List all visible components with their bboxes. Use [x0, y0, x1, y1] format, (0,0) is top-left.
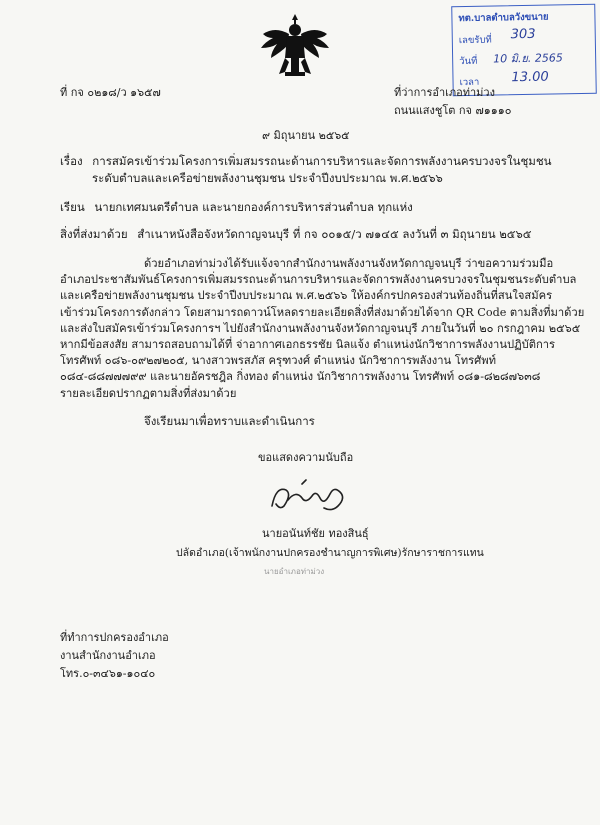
- stamp-date-label: วันที่: [459, 55, 478, 68]
- subject-text-1: การสมัครเข้าร่วมโครงการเพิ่มสมรรถนะด้านการบริหารและจัดการพลังงานครบวงจรในชุมชน: [92, 154, 552, 168]
- body-line: ๐๘๔-๘๘๗๗๗๙๙ และนายอัครชฎิล กิ่งทอง ตำแหน่ง นักวิชาการพลังงาน โทรศัพท์ ๐๘๑-๘๒๘๗๖๓๘: [60, 370, 541, 384]
- footer-phone: โทร.๐-๓๔๖๑-๑๐๔๐: [60, 667, 156, 680]
- addressee-label: เรียน: [60, 200, 85, 214]
- body-paragraph: [60, 256, 585, 402]
- body-line: ด้วยอำเภอท่าม่วงได้รับแจ้งจากสำนักงานพลังงานจังหวัดกาญจนบุรี ว่าขอความร่วมมือ: [144, 257, 554, 270]
- addressee-value: นายกเทศมนตรีตำบล และนายกองค์การบริหารส่วนตำบล ทุกแห่ง: [94, 200, 413, 214]
- body-line: และเครือข่ายพลังงานชุมชน ประจำปีงบประมาณ พ.ศ.๒๕๖๖ ให้องค์กรปกครองส่วนท้องถิ่นที่สนใจสมัคร: [60, 289, 553, 303]
- office-address-line2: ถนนแสงชูโต กจ ๗๑๑๑๐: [394, 104, 512, 117]
- body-line: เข้าร่วมโครงการดังกล่าว โดยสามารถดาวน์โหลดรายละเอียดสิ่งที่ส่งมาด้วยได้จาก QR Code ตามสิ่งที่มาด้วย: [60, 305, 585, 319]
- body-line: อำเภอประชาสัมพันธ์โครงการเพิ่มสมรรถนะด้านการบริหารและจัดการพลังงานครบวงจรในชุมชนระดับตำบล: [60, 273, 577, 287]
- subject-text-2: ระดับตำบลและเครือข่ายพลังงานชุมชน ประจำปีงบประมาณ พ.ศ.๒๕๖๖: [92, 171, 443, 185]
- signatory-position: ปลัดอำเภอ(เจ้าพนักงานปกครองชำนาญการพิเศษ)รักษาราชการแทน: [176, 547, 484, 559]
- signature-icon: [262, 476, 358, 518]
- stamp-receipt-value: 303: [510, 26, 536, 43]
- body-line: และส่งใบสมัครเข้าร่วมโครงการฯ ไปยังสำนักงานพลังงานจังหวัดกาญจนบุรี ภายในวันที่ ๒๐ กรกฎาคม ๒๕๖๕: [60, 321, 581, 335]
- stamp-org: ทต.บาลตำบลวังขนาย: [458, 11, 549, 25]
- enclosure-value: สำเนาหนังสือจังหวัดกาญจนบุรี ที่ กจ ๐๐๑๕/ว ๗๑๔๕ ลงวันที่ ๓ มิถุนายน ๒๕๖๕: [137, 227, 532, 241]
- stamp-date-value: 10 มิ.ย. 2565: [493, 51, 563, 66]
- enclosure-line: [60, 227, 532, 241]
- stamp-time-value: 13.00: [511, 69, 549, 86]
- garuda-emblem-icon: [255, 8, 335, 84]
- closing-request: จึงเรียนมาเพื่อทราบและดำเนินการ: [144, 414, 315, 428]
- subject-line1: [60, 154, 552, 168]
- respect-closing: ขอแสดงความนับถือ: [258, 451, 354, 464]
- document-date: ๙ มิถุนายน ๒๕๖๕: [262, 129, 350, 142]
- enclosure-label: สิ่งที่ส่งมาด้วย: [60, 227, 128, 241]
- signatory-position-2: นายอำเภอท่าม่วง: [264, 567, 325, 576]
- body-line: โทรศัพท์ ๐๘๖-๐๙๒๗๒๐๕, นางสาวพรสภัส ครุฑวงศ์ ตำแหน่ง นักวิชาการพลังงาน โทรศัพท์: [60, 354, 496, 368]
- body-line: หากมีข้อสงสัย สามารถสอบถามได้ที่ จ่าอากาศเอกธรรชัย นิลแจ้ง ตำแหน่งนักวิชาการพลังงานปฏิบัติการ: [60, 338, 556, 352]
- subject-label: เรื่อง: [60, 154, 83, 168]
- stamp-receipt-label: เลขรับที่: [458, 34, 492, 47]
- footer-section: งานสำนักงานอำเภอ: [60, 649, 156, 662]
- document-number: ที่ กจ ๐๒๑๘/ว ๑๖๕๗: [60, 86, 161, 99]
- signatory-name: นายอนันท์ชัย ทองสินธุ์: [262, 527, 369, 540]
- body-line: รายละเอียดปรากฏตามสิ่งที่ส่งมาด้วย: [60, 386, 237, 400]
- addressee-line: [60, 200, 413, 214]
- stamp-time-label: เวลา: [459, 76, 480, 89]
- office-address-line1: ที่ว่าการอำเภอท่าม่วง: [394, 86, 495, 99]
- footer-office: ที่ทำการปกครองอำเภอ: [60, 631, 169, 644]
